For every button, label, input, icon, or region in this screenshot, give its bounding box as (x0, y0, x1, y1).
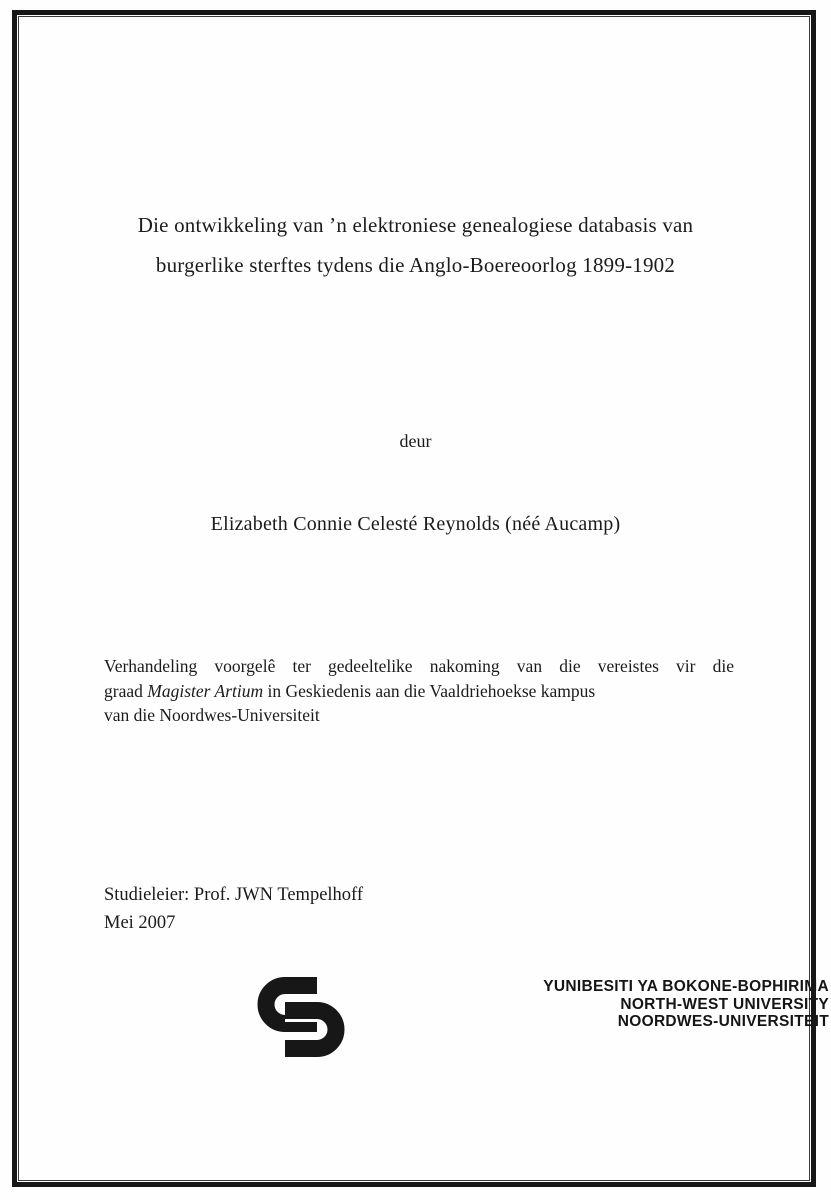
thesis-title-line1: Die ontwikkeling van ’n elektroniese genealogiese databasis van (137, 213, 694, 237)
degree-statement (104, 654, 734, 728)
degree-statement-line2-suffix: in Geskiedenis aan die Vaaldriehoekse kampus (263, 680, 596, 701)
thesis-title (60, 205, 771, 285)
degree-name-italic: Magister Artium (147, 680, 264, 701)
author-name: Elizabeth Connie Celesté Reynolds (néé Aucamp) (210, 513, 621, 535)
university-logo-text (301, 978, 829, 1031)
date-line: Mei 2007 (104, 912, 176, 933)
degree-statement-line3: van die Noordwes-Universiteit (104, 705, 320, 725)
degree-statement-line2-prefix: graad (104, 680, 148, 701)
byline-deur: deur (399, 431, 432, 451)
supervisor-line: Studieleier: Prof. JWN Tempelhoff (104, 885, 364, 905)
university-logo (257, 977, 829, 1057)
degree-statement-line1: Verhandeling voorgelê ter gedeeltelike nakoming van die vereistes vir die (104, 656, 734, 676)
logo-text-setswana: YUNIBESITI YA BOKONE-BOPHIRIMA (543, 978, 829, 995)
degree-statement-line2 (104, 679, 734, 704)
supervisor-block (104, 882, 363, 937)
logo-text-afrikaans: NOORDWES-UNIVERSITEIT (617, 1013, 829, 1031)
logo-text-english: NORTH-WEST UNIVERSITY (620, 995, 829, 1013)
thesis-title-line2: burgerlike sterftes tydens die Anglo-Boereoorlog 1899-1902 (155, 253, 676, 277)
